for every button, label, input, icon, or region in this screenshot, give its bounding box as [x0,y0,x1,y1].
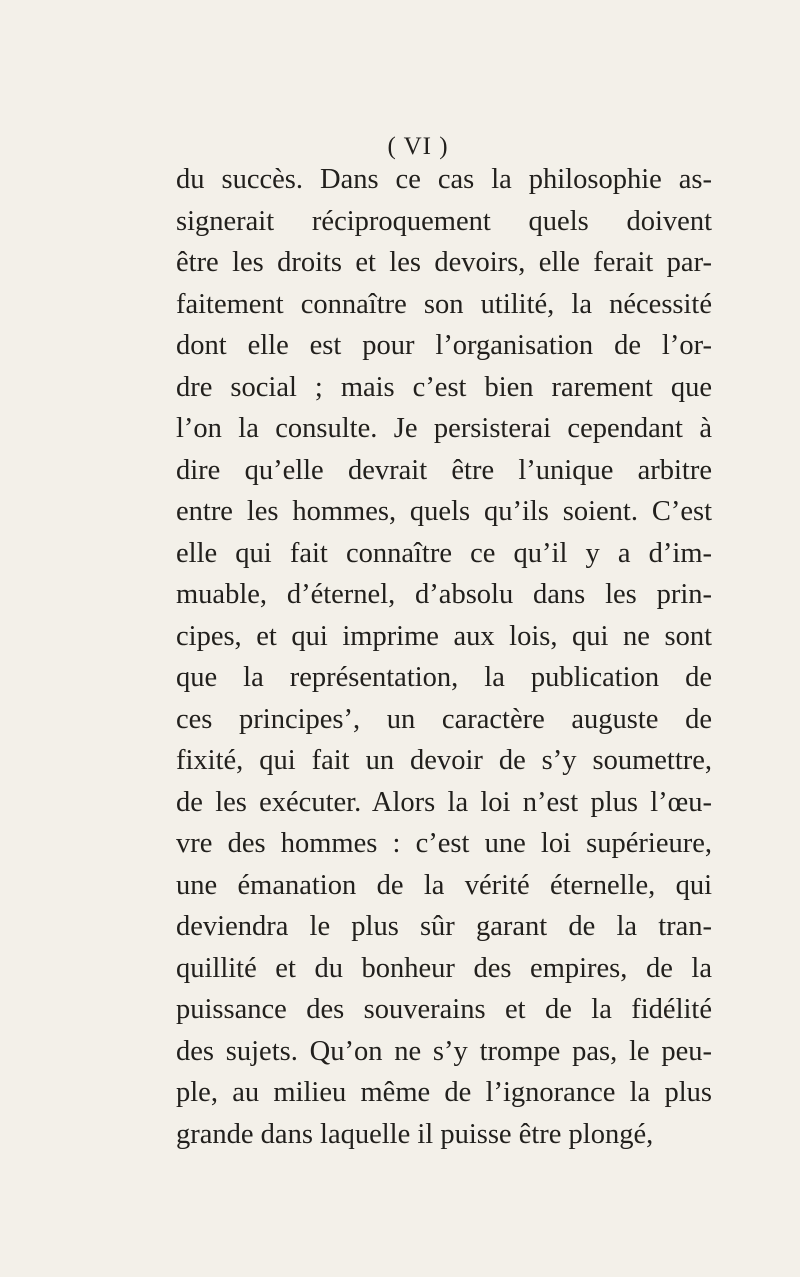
text-line: du succès. Dans ce cas la philosophie as- [176,164,712,195]
page-number: ( VI ) [387,133,449,160]
text-line: que la représentation, la publication de [176,662,712,693]
text-line: des sujets. Qu’on ne s’y trompe pas, le peu- [176,1035,712,1067]
text-line: signerait réciproquement quels doivent [176,205,712,237]
text-line: l’on la consulte. Je persisterai cependant à [176,413,712,444]
text-line: vre des hommes : c’est une loi supérieure, [176,828,712,859]
text-line: entre les hommes, quels qu’ils soient. C’est [176,496,712,527]
text-line: faitement connaître son utilité, la nécessité [176,288,712,320]
text-line: de les exécuter. Alors la loi n’est plus l’œu- [176,786,712,818]
text-line: dont elle est pour l’organisation de l’or- [176,330,712,361]
text-line: elle qui fait connaître ce qu’il y a d’im- [176,537,712,569]
text-line: être les droits et les devoirs, elle ferait par- [176,247,712,278]
text-line: deviendra le plus sûr garant de la tran- [176,911,712,942]
text-line: ple, au milieu même de l’ignorance la plus [176,1077,712,1108]
text-line: dre social ; mais c’est bien rarement que [176,371,712,403]
text-line: muable, d’éternel, d’absolu dans les prin- [176,579,712,610]
text-line: une émanation de la vérité éternelle, qui [176,869,712,901]
text-line: dire qu’elle devrait être l’unique arbitre [176,454,712,486]
text-line: grande dans laquelle il puisse être plongé, [176,1118,654,1150]
body-text [176,159,712,1155]
text-line: ces principes’, un caractère auguste de [176,703,712,735]
text-line: puissance des souverains et de la fidélité [176,994,712,1025]
text-line: cipes, et qui imprime aux lois, qui ne sont [176,620,712,652]
text-line: quillité et du bonheur des empires, de la [176,952,712,984]
text-line: fixité, qui fait un devoir de s’y soumettre, [176,745,712,776]
